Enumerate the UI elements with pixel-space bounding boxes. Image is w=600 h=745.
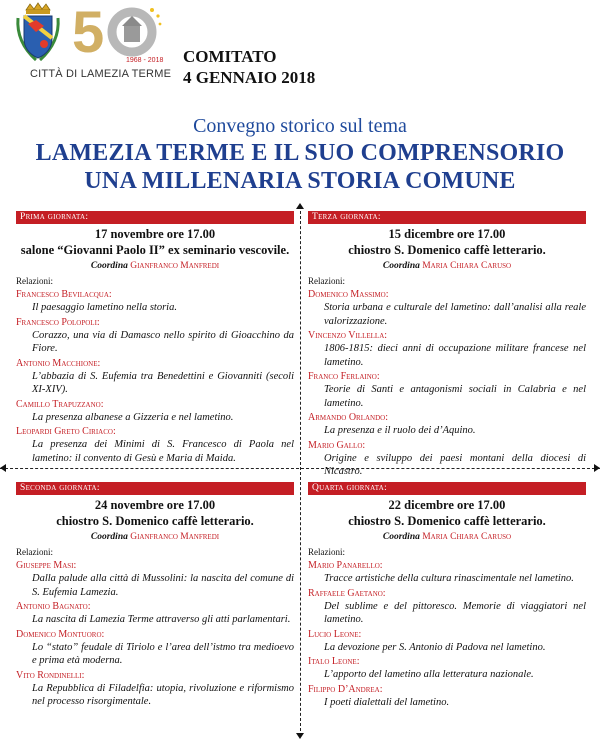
talk-title: Il paesaggio lametino nella storia. <box>32 302 177 313</box>
talk-title: Tracce artistiche della cultura rinascimentale nel lametino. <box>324 573 574 584</box>
committee-date: 4 GENNAIO 2018 <box>183 68 316 87</box>
day-panel-third <box>308 211 586 479</box>
coordinator-label: Coordina <box>382 532 420 542</box>
talk-title: La presenza dei Minimi di S. Francesco di Paola nel lametino: il convento di Gesù e Maria di Maida. <box>32 439 294 464</box>
day-coordinator <box>16 259 294 273</box>
talk-speaker: Filippo D’Andrea: <box>308 683 383 695</box>
day-label: Seconda giornata: <box>16 482 294 495</box>
talk-item <box>16 669 294 709</box>
talk-speaker: Francesco Bevilacqua: <box>16 289 112 300</box>
talk-title: Origine e sviluppo dei paesi montani della diocesi di Nicastro. <box>324 452 586 477</box>
day-date: 15 dicembre ore 17.00 <box>388 227 506 241</box>
coordinator-name: Maria Chiara Caruso <box>422 261 512 271</box>
talk-item <box>16 357 294 397</box>
arrow-left-icon <box>0 464 6 472</box>
city-crest-icon <box>14 2 164 72</box>
committee-block <box>183 46 315 88</box>
day-date: 17 novembre ore 17.00 <box>94 227 216 241</box>
talk-title: L’apporto del lametino alla letteratura nazionale. <box>324 669 534 680</box>
talk-item <box>308 439 586 479</box>
talk-item <box>308 370 586 410</box>
talk-speaker: Domenico Montuoro: <box>16 628 105 640</box>
talk-item <box>16 398 294 425</box>
arrow-right-icon <box>594 464 600 472</box>
talk-title: Teorie di Santi e antagonismi sociali in Calabria e nel lametino. <box>324 384 586 409</box>
talk-item <box>308 559 586 586</box>
talk-title: La presenza e il ruolo dei d’Aquino. <box>324 425 476 436</box>
talk-title: Dalla palude alla città di Mussolini: la nascita del comune di S. Eufemia Lamezia. <box>32 573 294 598</box>
talk-title: Storia urbana e culturale del lametino: dall’analisi alla reale valorizzazione. <box>324 302 586 327</box>
talk-speaker: Antonio Bagnato: <box>16 601 91 612</box>
talk-title: La devozione per S. Antonio di Padova nel lametino. <box>324 641 546 653</box>
day-coordinator <box>308 259 586 273</box>
talk-item <box>16 628 294 668</box>
city-name: CITTÀ DI LAMEZIA TERME <box>30 68 172 80</box>
talk-item <box>16 559 294 599</box>
talk-title: La Repubblica di Filadelfia: utopia, rivoluzione e riformismo nel processo risorgimentale. <box>32 682 294 707</box>
talk-item <box>16 600 294 627</box>
day-label: Prima giornata: <box>16 211 294 224</box>
day-date: 24 novembre ore 17.00 <box>94 498 216 512</box>
relazioni-label: Relazioni: <box>308 276 345 286</box>
talk-item <box>16 316 294 356</box>
day-place: salone “Giovanni Paolo II” ex seminario vescovile. <box>20 243 290 257</box>
talk-item <box>308 329 586 369</box>
talk-speaker: Lucio Leone: <box>308 628 362 640</box>
relazioni-label: Relazioni: <box>308 547 345 557</box>
talk-title: I poeti dialettali del lametino. <box>324 696 450 708</box>
talk-item <box>308 411 586 438</box>
talk-speaker: Vito Rondinelli: <box>16 669 85 681</box>
day-place: chiostro S. Domenico caffè letterario. <box>56 514 254 528</box>
talk-speaker: Giuseppe Masi: <box>16 560 77 571</box>
committee-label: COMITATO <box>183 47 277 66</box>
coordinator-label: Coordina <box>90 261 128 271</box>
talk-speaker: Mario Panarello: <box>308 560 383 571</box>
talk-item <box>308 628 586 655</box>
coordinator-label: Coordina <box>90 532 128 542</box>
talk-speaker: Raffaele Gaetano: <box>308 587 386 599</box>
talk-title: 1806-1815: dieci anni di occupazione militare francese nel lametino. <box>324 343 586 368</box>
coordinator-label: Coordina <box>382 261 420 271</box>
coordinator-name: Gianfranco Manfredi <box>130 261 220 271</box>
talk-item <box>308 655 586 682</box>
talk-title: Lo “stato” feudale di Tiriolo e l’area dell’istmo tra medioevo e prima età moderna. <box>32 641 294 666</box>
day-panel-first <box>16 211 294 465</box>
relazioni-label: Relazioni: <box>16 276 53 286</box>
talk-item <box>16 288 294 315</box>
day-coordinator <box>308 530 586 544</box>
coordinator-name: Maria Chiara Caruso <box>422 532 512 542</box>
svg-text:5: 5 <box>72 2 105 65</box>
talk-speaker: Franco Ferlaino: <box>308 371 380 382</box>
talk-item <box>308 587 586 627</box>
coordinator-name: Gianfranco Manfredi <box>130 532 220 542</box>
talk-speaker: Francesco Polopoli: <box>16 316 100 328</box>
day-place: chiostro S. Domenico caffè letterario. <box>348 514 546 528</box>
talk-item <box>308 288 586 328</box>
title-line-1: LAMEZIA TERME E IL SUO COMPRENSORIO <box>35 140 565 166</box>
day-panel-second <box>16 482 294 709</box>
arrow-down-icon <box>296 733 304 739</box>
talk-speaker: Mario Gallo: <box>308 439 366 451</box>
day-place: chiostro S. Domenico caffè letterario. <box>348 243 546 257</box>
talk-speaker: Italo Leone: <box>308 656 360 667</box>
relazioni-label: Relazioni: <box>16 547 53 557</box>
day-date: 22 dicembre ore 17.00 <box>388 498 506 512</box>
talk-speaker: Vincenzo Villella: <box>308 330 388 341</box>
talk-title: L’abbazia di S. Eufemia tra Benedettini e Giovanniti (secoli XI-XIV). <box>32 370 294 395</box>
day-panel-fourth <box>308 482 586 709</box>
talk-item <box>308 683 586 710</box>
talk-speaker: Leopardi Greto Ciriaco: <box>16 426 116 437</box>
talk-speaker: Antonio Macchione: <box>16 357 101 369</box>
talk-speaker: Camillo Trapuzzano: <box>16 398 104 410</box>
talk-title: Corazzo, una via di Damasco nello spirito di Gioacchino da Fiore. <box>32 329 294 354</box>
talk-speaker: Domenico Massimo: <box>308 289 389 300</box>
vertical-divider <box>300 206 301 736</box>
day-label: Quarta giornata: <box>308 482 586 495</box>
talk-speaker: Armando Orlando: <box>308 412 389 423</box>
talk-title: La presenza albanese a Gizzeria e nel lametino. <box>32 411 234 423</box>
conference-title <box>0 139 600 195</box>
talk-title: Del sublime e del pittoresco. Memorie di viaggiatori nel lametino. <box>324 600 586 625</box>
arrow-up-icon <box>296 203 304 209</box>
talk-item <box>16 425 294 465</box>
title-line-2: UNA MILLENARIA STORIA COMUNE <box>84 168 516 194</box>
talk-title: La nascita di Lamezia Terme attraverso gli atti parlamentari. <box>32 614 291 625</box>
day-coordinator <box>16 530 294 544</box>
svg-text:1968 - 2018: 1968 - 2018 <box>126 57 164 64</box>
day-label: Terza giornata: <box>308 211 586 224</box>
conference-intro: Convegno storico sul tema <box>193 115 407 137</box>
